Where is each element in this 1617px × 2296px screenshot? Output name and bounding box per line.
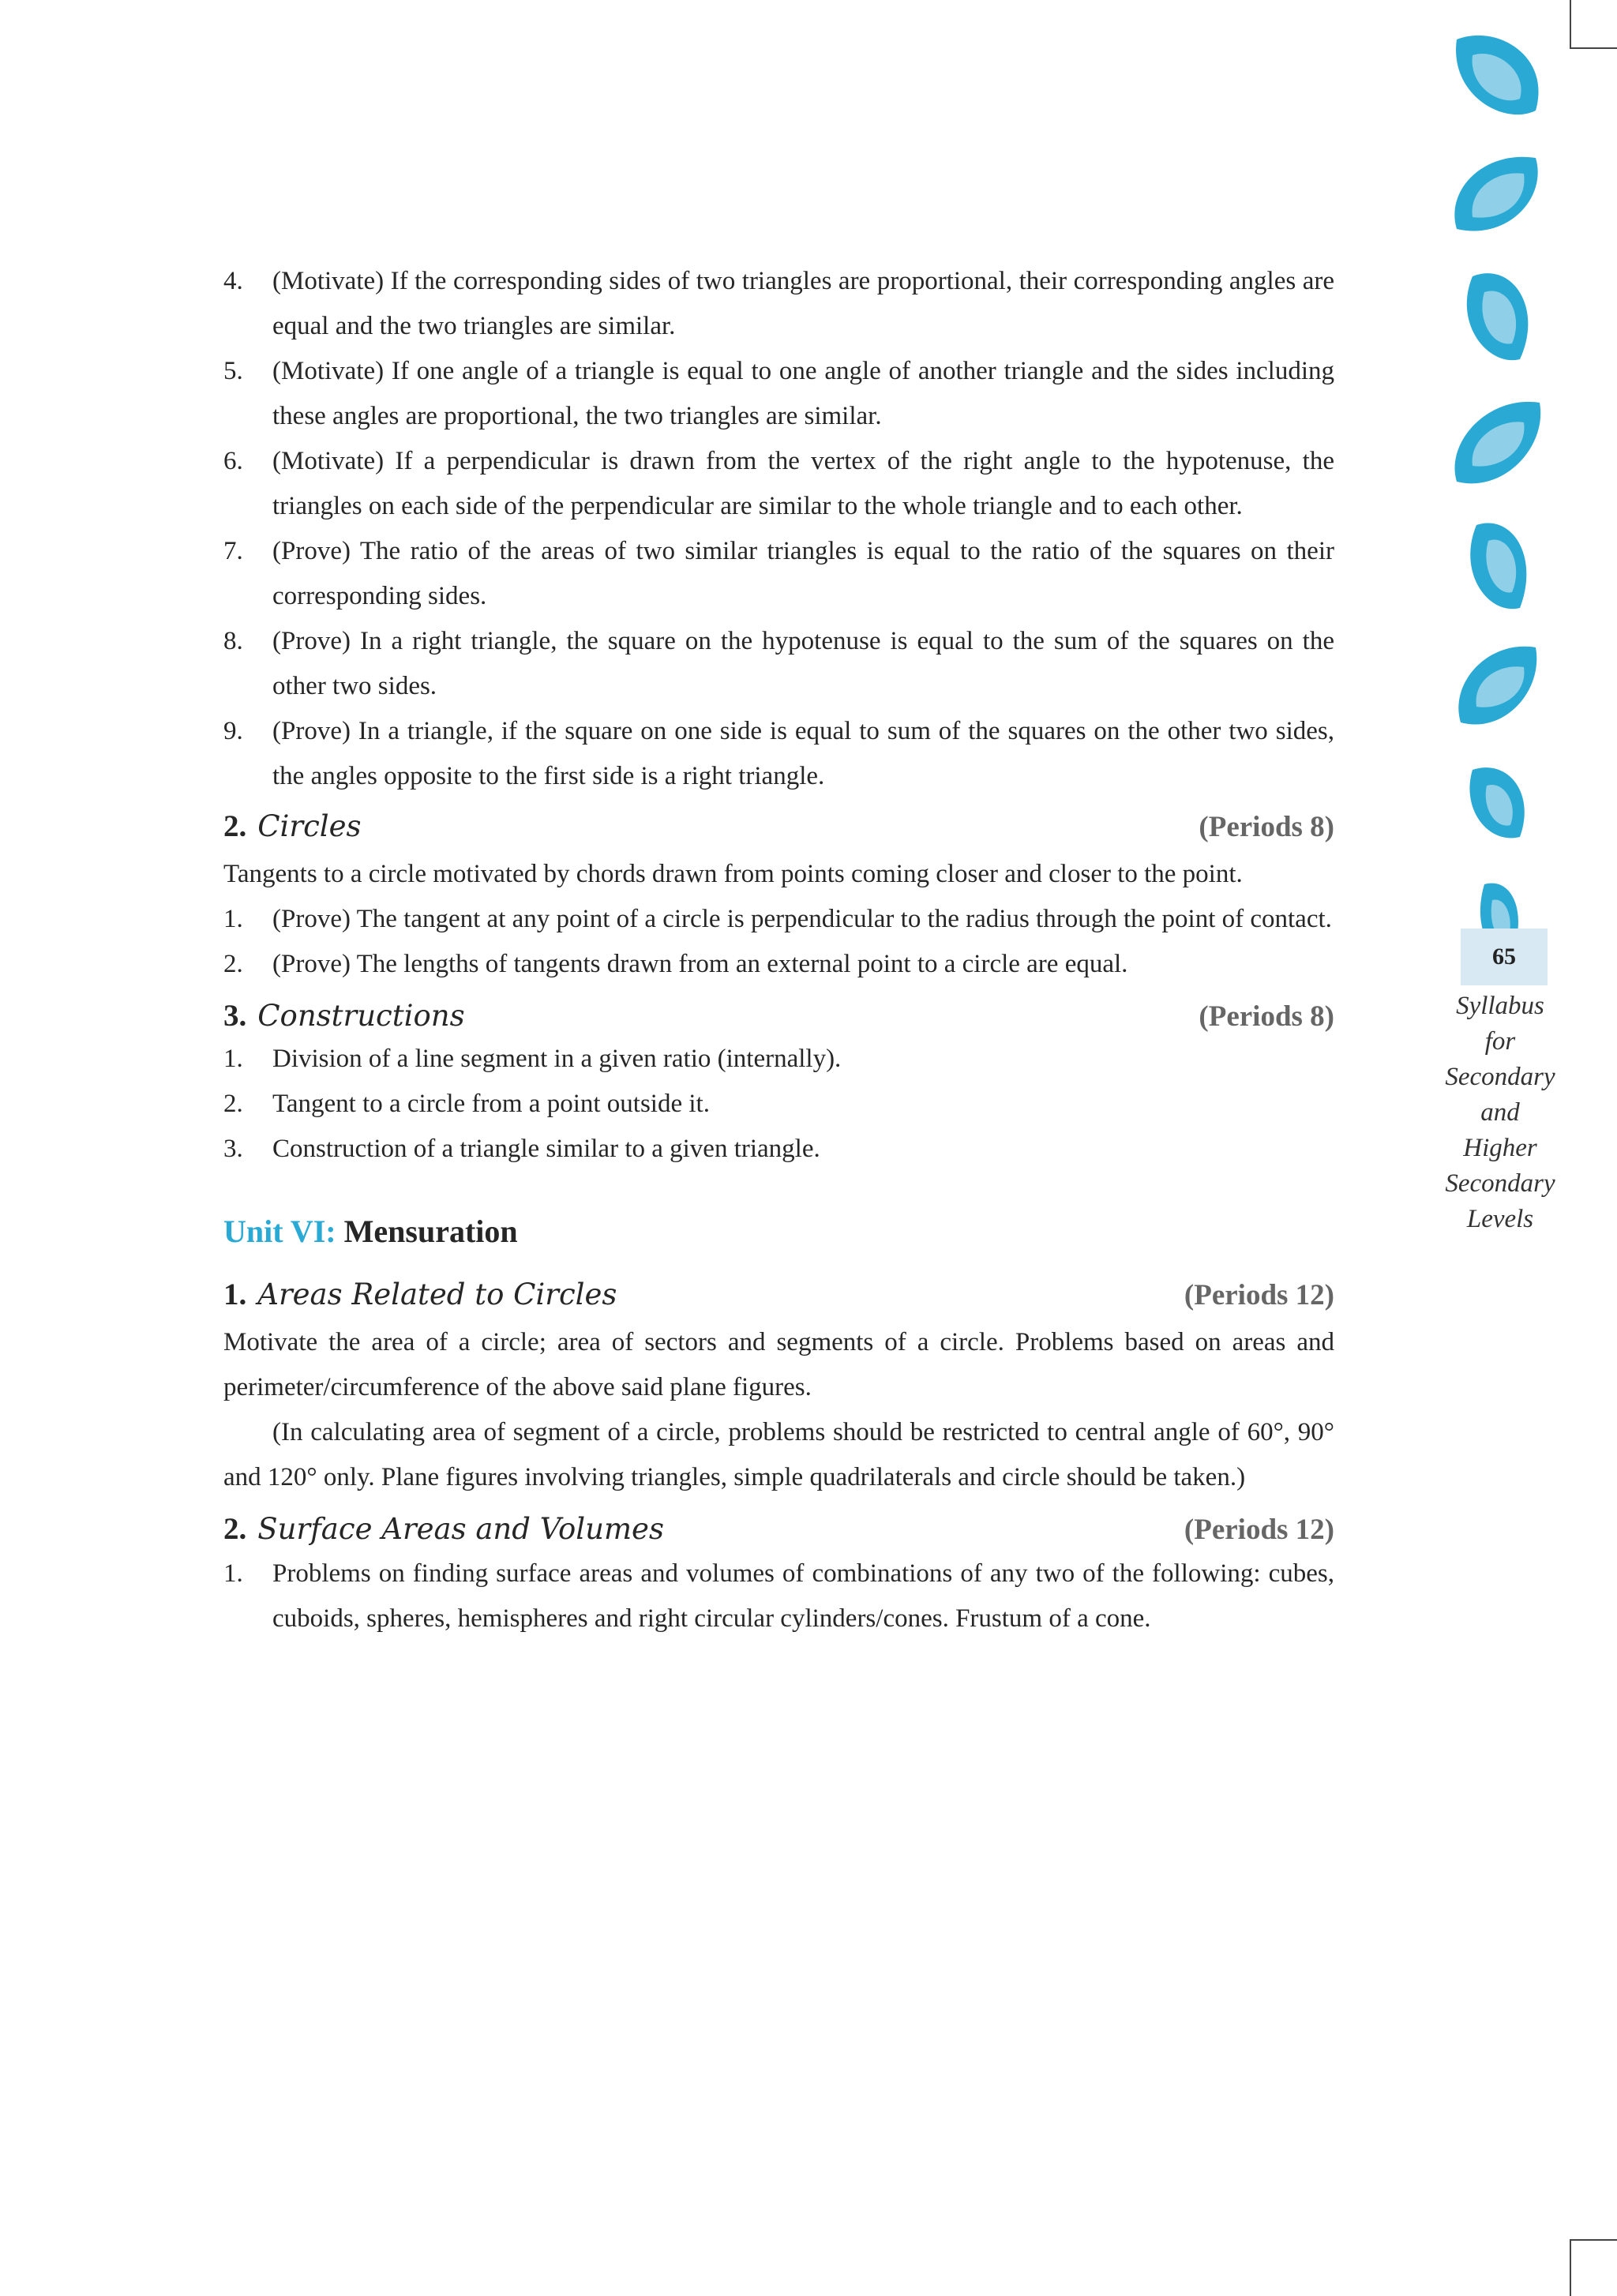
list-item: 1. (Prove) The tangent at any point of a circle is perpendicular to the radius through the point of contact. bbox=[223, 905, 1332, 933]
list-item: 1. Problems on finding surface areas and volumes of combinations of any two of the following: cubes, cuboids, spheres, hemispheres and right circular cylinders/cones. Frustum of a cone. bbox=[223, 1559, 1334, 1633]
list-item: 2. Tangent to a circle from a point outside it. bbox=[223, 1090, 710, 1118]
leaf-icon bbox=[1457, 758, 1544, 845]
list-item: 6. (Motivate) If a perpendicular is drawn from the vertex of the right angle to the hypotenuse, the triangles on each side of the perpendicular are similar to the whole triangle and to each other. bbox=[223, 447, 1334, 520]
page-content bbox=[223, 259, 1334, 1641]
periods-label: (Periods 8) bbox=[1199, 811, 1334, 843]
unit-label: Unit VI: bbox=[223, 1214, 336, 1249]
crop-mark-bottom bbox=[1570, 2239, 1617, 2296]
list-item: 9. (Prove) In a triangle, if the square on one side is equal to sum of the squares on the other two sides, the angles opposite to the first side is a right triangle. bbox=[223, 717, 1334, 790]
circles-heading: 2. Circles (Periods 8) bbox=[223, 809, 1334, 843]
areas-heading: 1. Areas Related to Circles (Periods 12) bbox=[223, 1277, 1334, 1311]
list-item: 1. Division of a line segment in a given ratio (internally). bbox=[223, 1045, 842, 1073]
periods-label: (Periods 12) bbox=[1184, 1514, 1334, 1546]
unit-title: Mensuration bbox=[343, 1214, 518, 1249]
list-item: 7. (Prove) The ratio of the areas of two similar triangles is equal to the ratio of the squares on their corresponding sides. bbox=[223, 537, 1334, 610]
list-item: 4. (Motivate) If the corresponding sides of two triangles are proportional, their corresponding angles are equal and the two triangles are similar. bbox=[223, 267, 1334, 340]
periods-label: (Periods 8) bbox=[1199, 1000, 1334, 1033]
surface-list bbox=[223, 1551, 1334, 1641]
leaf-icon bbox=[1453, 513, 1548, 616]
section-title: Surface Areas and Volumes bbox=[257, 1512, 664, 1546]
list-item: 2. (Prove) The lengths of tangents drawn from an external point to a circle are equal. bbox=[223, 950, 1128, 978]
unit-heading bbox=[223, 1213, 1334, 1250]
leaf-icon bbox=[1441, 24, 1559, 134]
page-number: 65 bbox=[1461, 929, 1548, 985]
constructions-heading: 3. Constructions (Periods 8) bbox=[223, 999, 1334, 1033]
leaf-icon bbox=[1449, 632, 1551, 734]
leaf-icon bbox=[1449, 261, 1551, 371]
crop-mark-top bbox=[1570, 0, 1617, 49]
areas-note: (In calculating area of segment of a circle, problems should be restricted to central angle of 60°, 90° and 120° only. Plane figures involving triangles, simple quadrilaterals and circle should be taken.) bbox=[223, 1418, 1334, 1491]
leaf-icon bbox=[1445, 387, 1555, 497]
areas-paragraph: Motivate the area of a circle; area of sectors and segments of a circle. Problems based on areas and perimeter/circumference of the above said plane figures. bbox=[223, 1328, 1334, 1401]
list-item: 8. (Prove) In a right triangle, the square on the hypotenuse is equal to the sum of the squares on the other two sides. bbox=[223, 627, 1334, 700]
surface-heading: 2. Surface Areas and Volumes (Periods 12) bbox=[223, 1512, 1334, 1546]
circles-list bbox=[223, 897, 1334, 987]
section-title: Areas Related to Circles bbox=[257, 1277, 617, 1311]
leaf-decoration bbox=[1437, 24, 1563, 963]
section-title: Constructions bbox=[257, 999, 465, 1033]
list-item: 3. Construction of a triangle similar to a given triangle. bbox=[223, 1135, 820, 1163]
running-title: Syllabus for Secondary and Higher Secondary Levels bbox=[1445, 992, 1555, 1233]
triangles-list bbox=[223, 259, 1334, 799]
circles-intro: Tangents to a circle motivated by chords drawn from points coming closer and closer to the point. bbox=[223, 860, 1243, 888]
periods-label: (Periods 12) bbox=[1184, 1279, 1334, 1311]
leaf-icon bbox=[1445, 142, 1555, 245]
constructions-list bbox=[223, 1037, 1334, 1172]
list-item: 5. (Motivate) If one angle of a triangle is equal to one angle of another triangle and the sides including these angles are proportional, the two triangles are similar. bbox=[223, 357, 1334, 430]
section-title: Circles bbox=[257, 809, 362, 843]
